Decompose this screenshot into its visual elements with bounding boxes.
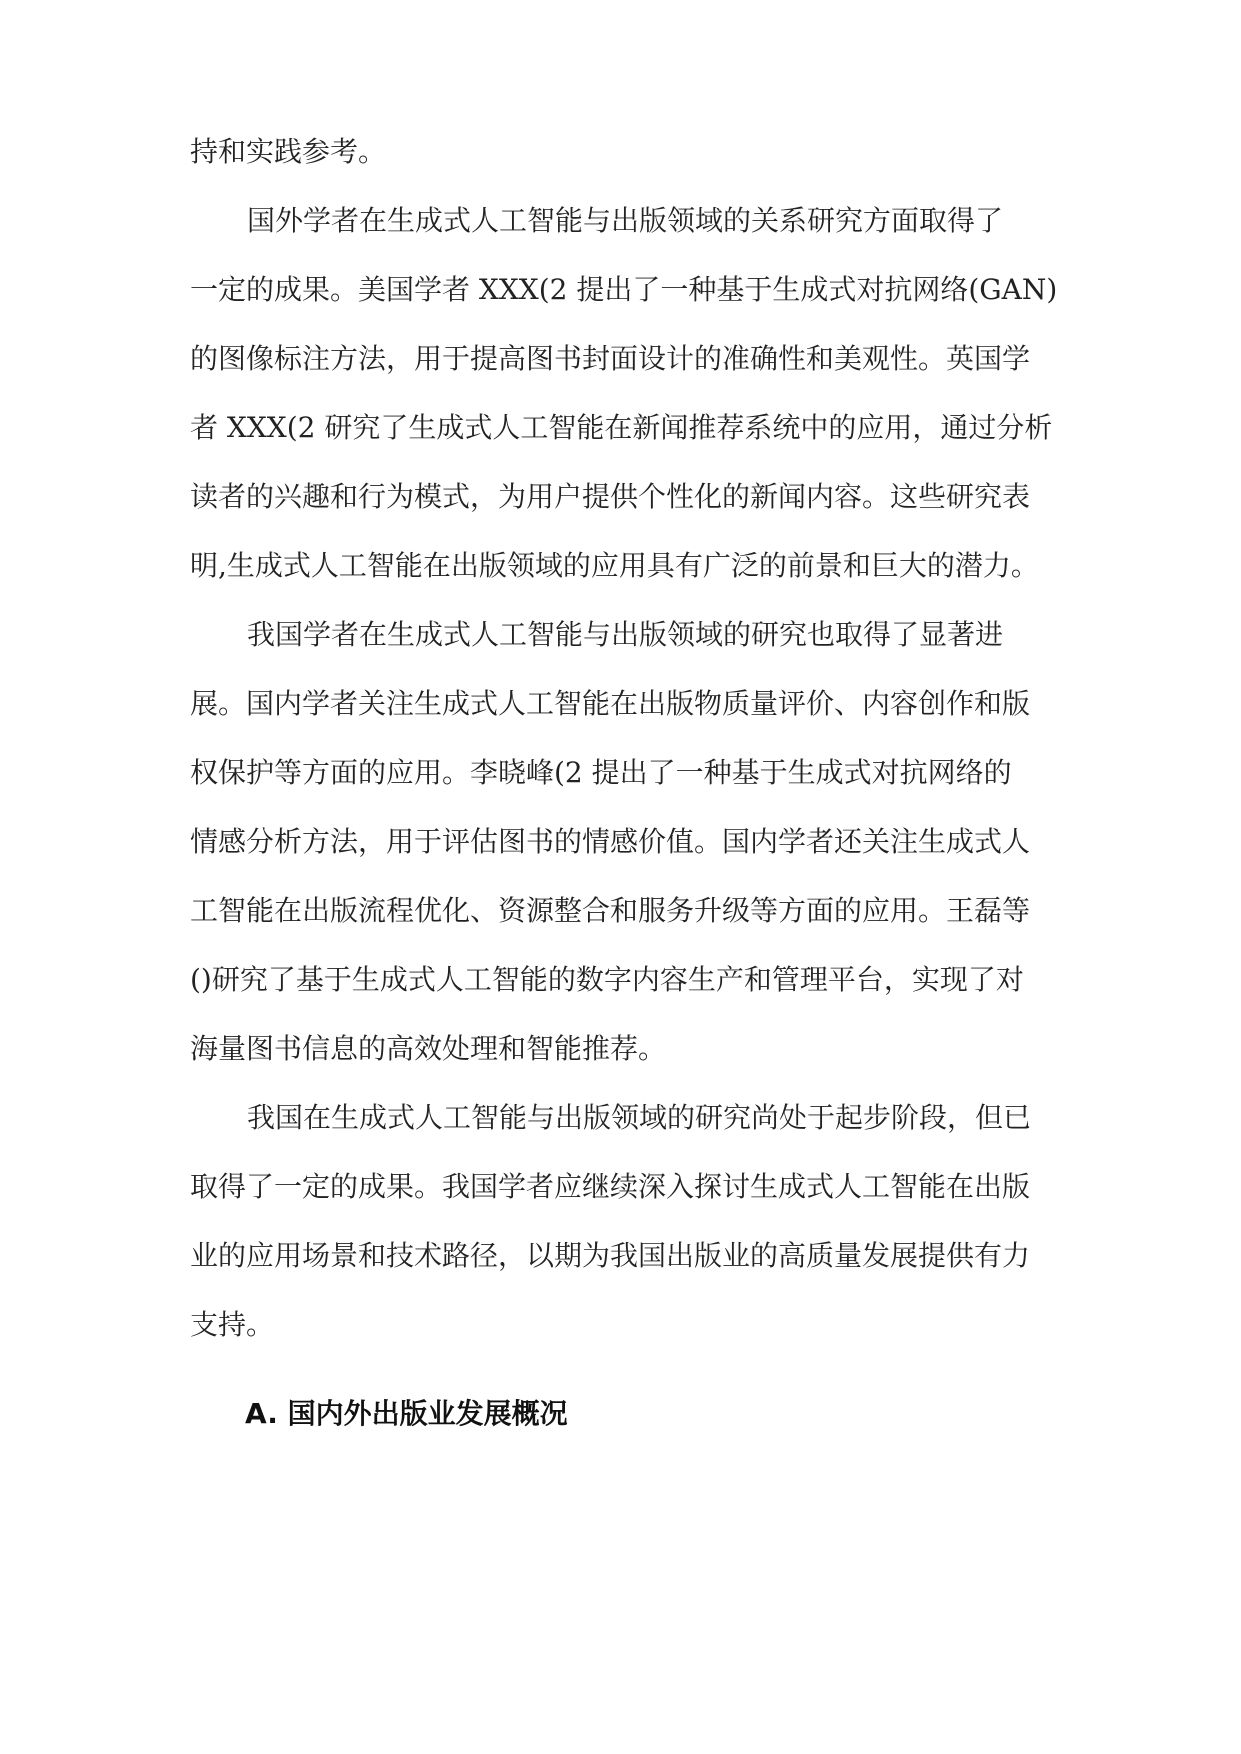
paragraph-line: ()研究了基于生成式人工智能的数字内容生产和管理平台，实现了对 (190, 963, 1024, 996)
paragraph-line: 者 XXX(2 研究了生成式人工智能在新闻推荐系统中的应用，通过分析 (190, 411, 1053, 444)
paragraph-line: 的图像标注方法，用于提高图书封面设计的准确性和美观性。英国学 (190, 342, 1031, 375)
paragraph-line: 业的应用场景和技术路径，以期为我国出版业的高质量发展提供有力 (190, 1239, 1031, 1272)
paragraph-line: 国外学者在生成式人工智能与出版领域的关系研究方面取得了 (247, 204, 1004, 237)
paragraph-line: 读者的兴趣和行为模式，为用户提供个性化的新闻内容。这些研究表 (190, 480, 1031, 513)
paragraph-line: 展。国内学者关注生成式人工智能在出版物质量评价、内容创作和版 (190, 687, 1031, 720)
paragraph-line: 支持。 (190, 1308, 275, 1341)
paragraph-line: 我国学者在生成式人工智能与出版领域的研究也取得了显著进 (247, 618, 1004, 651)
paragraph-line: 情感分析方法，用于评估图书的情感价值。国内学者还关注生成式人 (190, 825, 1031, 858)
paragraph-line: 取得了一定的成果。我国学者应继续深入探讨生成式人工智能在出版 (190, 1170, 1031, 1203)
paragraph-line: 工智能在出版流程优化、资源整合和服务升级等方面的应用。王磊等 (190, 894, 1031, 927)
paragraph-line: 海量图书信息的高效处理和智能推荐。 (190, 1032, 667, 1065)
paragraph-line: 我国在生成式人工智能与出版领域的研究尚处于起步阶段，但已 (247, 1101, 1032, 1134)
paragraph-line: 明,生成式人工智能在出版领域的应用具有广泛的前景和巨大的潜力。 (190, 549, 1039, 582)
paragraph-line: 持和实践参考。 (190, 135, 387, 168)
section-heading: A. 国内外出版业发展概况 (245, 1397, 568, 1430)
paragraph-line: 一定的成果。美国学者 XXX(2 提出了一种基于生成式对抗网络(GAN) (190, 273, 1058, 306)
paragraph-line: 权保护等方面的应用。李晓峰(2 提出了一种基于生成式对抗网络的 (190, 756, 1012, 789)
